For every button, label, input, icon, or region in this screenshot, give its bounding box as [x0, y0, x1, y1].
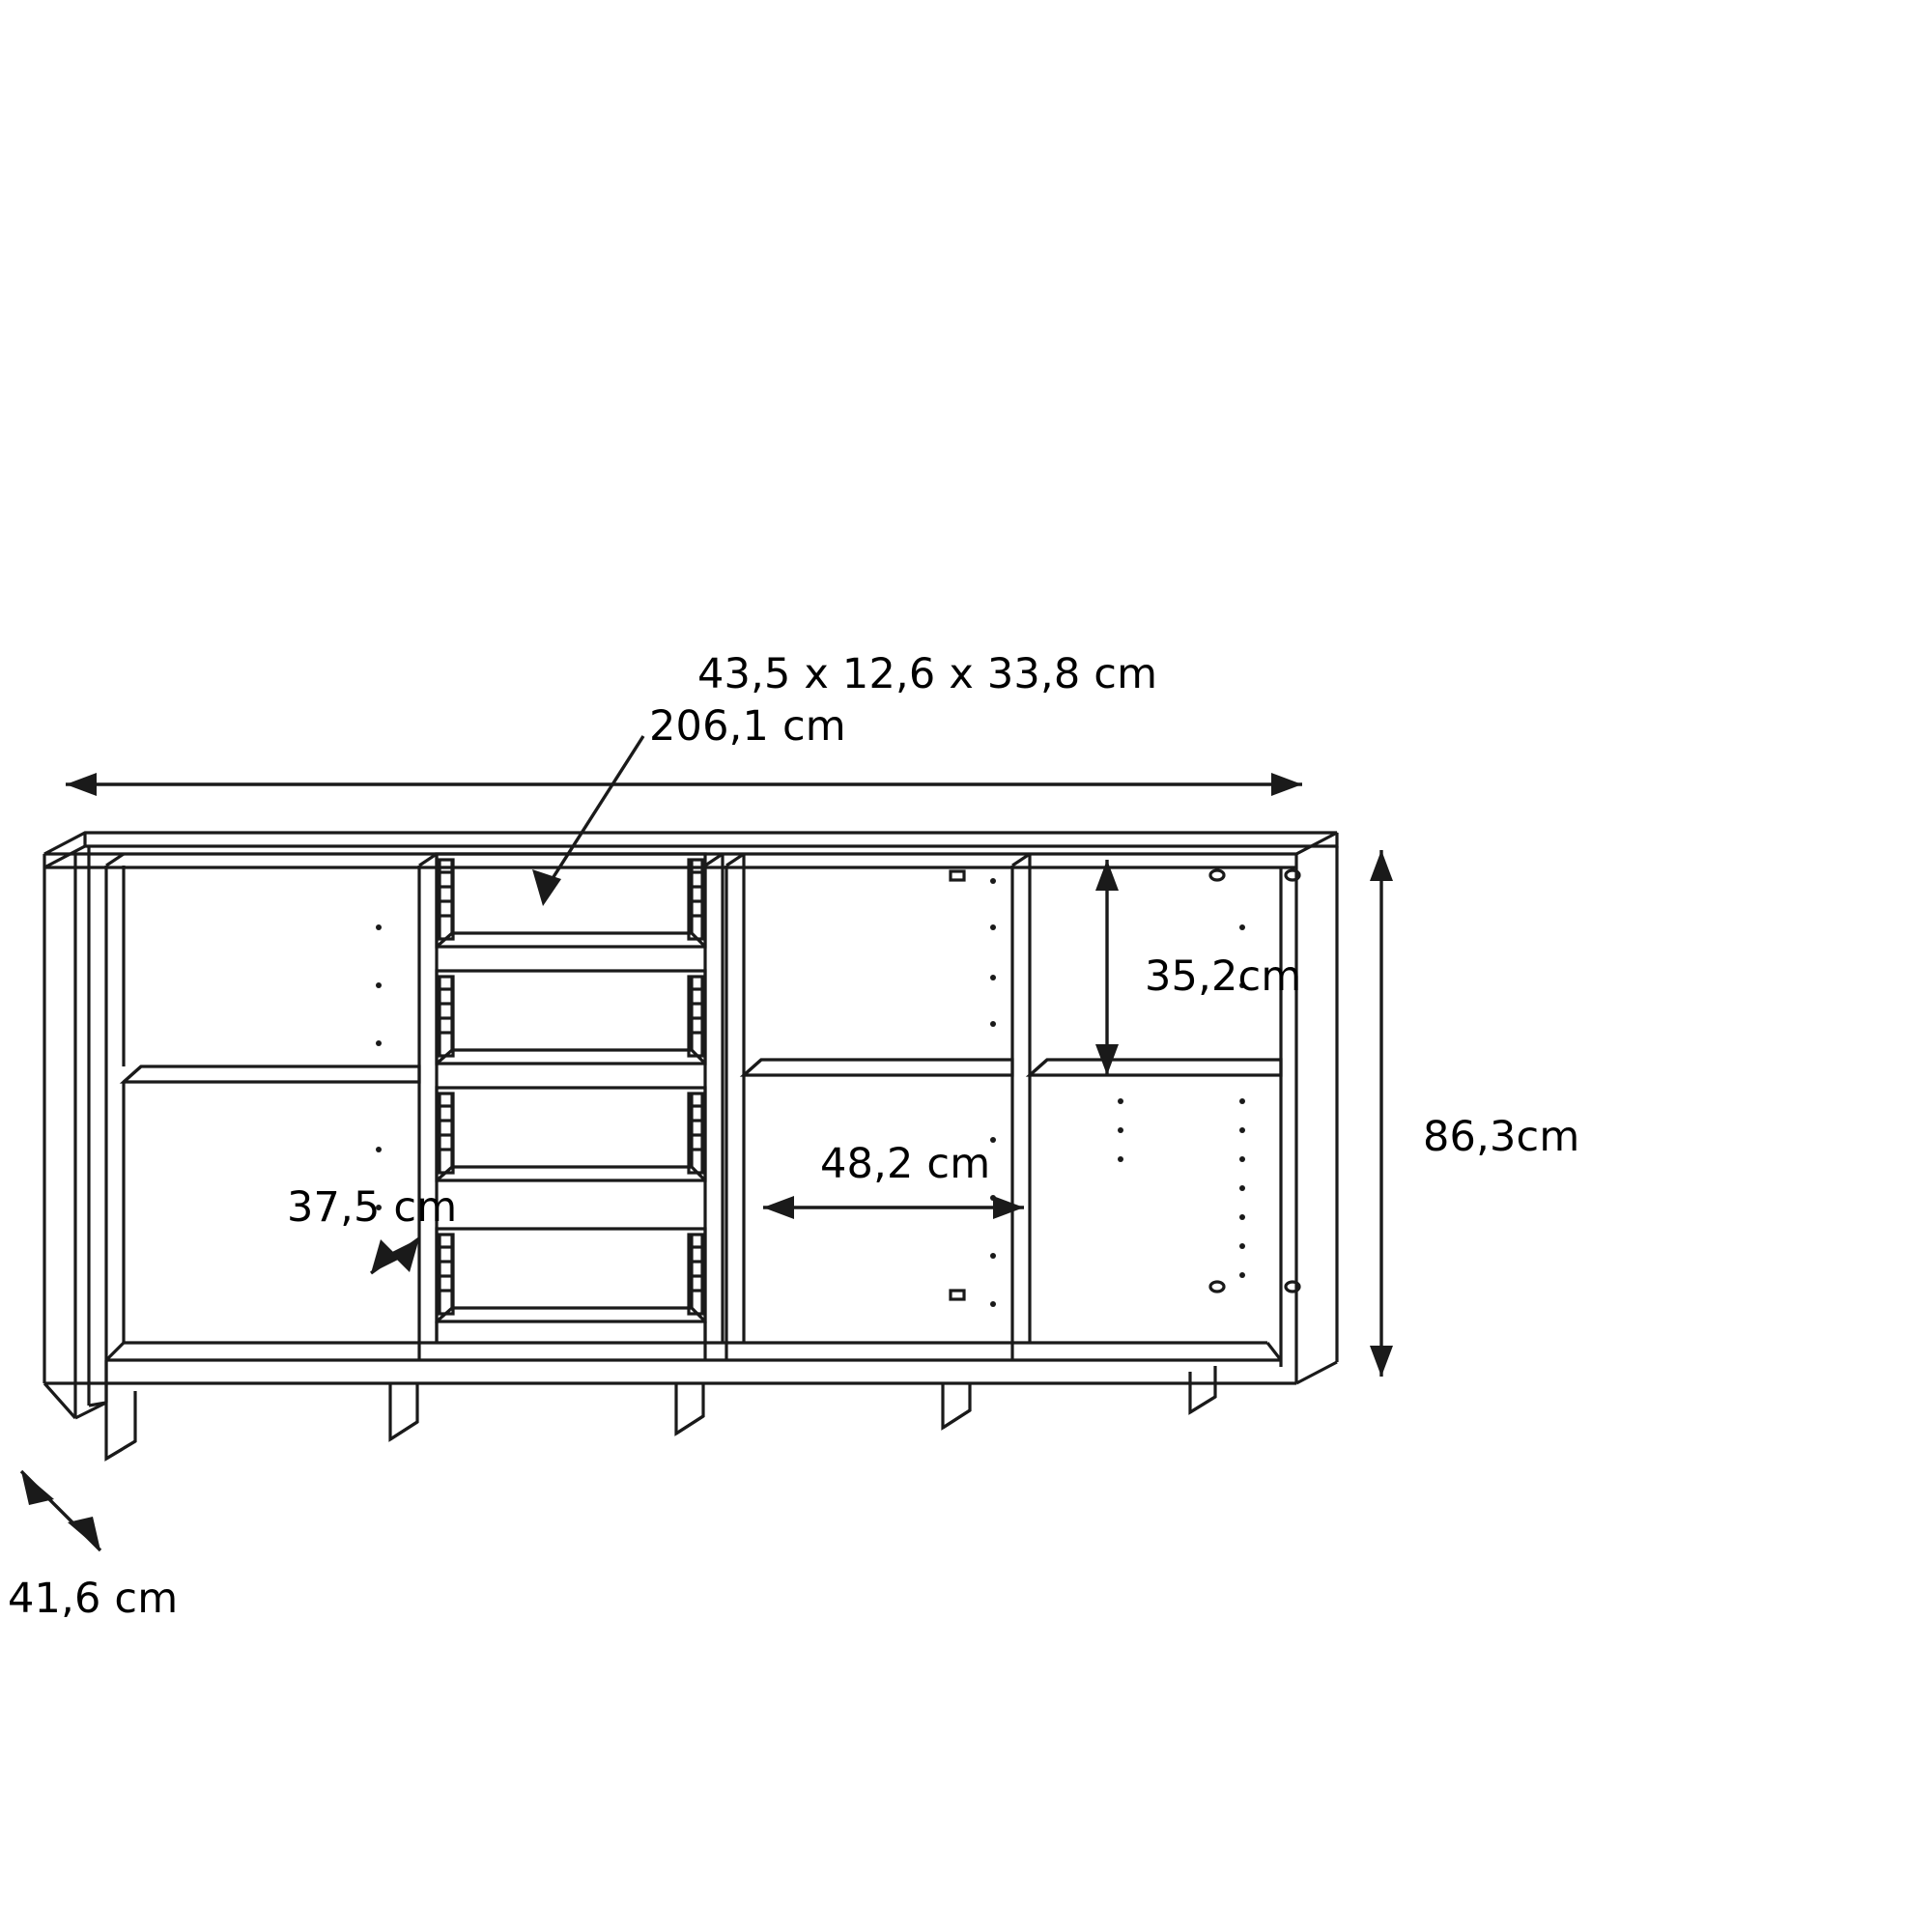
cabinet-feet [390, 1366, 1215, 1439]
compartment-width-dimension-arrow [763, 1196, 1024, 1219]
interior-dividers [419, 854, 1030, 1360]
shelf-height-dimension-arrow [1095, 860, 1119, 1075]
fitting-marks [951, 870, 1302, 1299]
height-dimension-arrow [1370, 850, 1393, 1377]
left-depth-label: 37,5 cm [287, 1183, 458, 1232]
width-dimension-arrow [66, 773, 1302, 796]
depth-label: 41,6 cm [8, 1575, 179, 1623]
drawer-2 [437, 971, 705, 1064]
depth-dimension-arrow [21, 1471, 100, 1550]
compartment-width-label: 48,2 cm [820, 1140, 991, 1188]
drawer-inner-dimension-label: 43,5 x 12,6 x 33,8 cm [697, 650, 1158, 698]
drawer-3 [437, 1088, 705, 1180]
shelf-height-label: 35,2cm [1145, 952, 1302, 1001]
drawer-4 [437, 1229, 705, 1343]
drawer-leader-line [532, 736, 643, 906]
far-right-shelf [1030, 1060, 1281, 1075]
total-height-label: 86,3cm [1423, 1113, 1580, 1161]
total-width-label: 206,1 cm [649, 702, 846, 751]
center-right-shelf [744, 1060, 1012, 1075]
peg-holes [376, 878, 1245, 1307]
